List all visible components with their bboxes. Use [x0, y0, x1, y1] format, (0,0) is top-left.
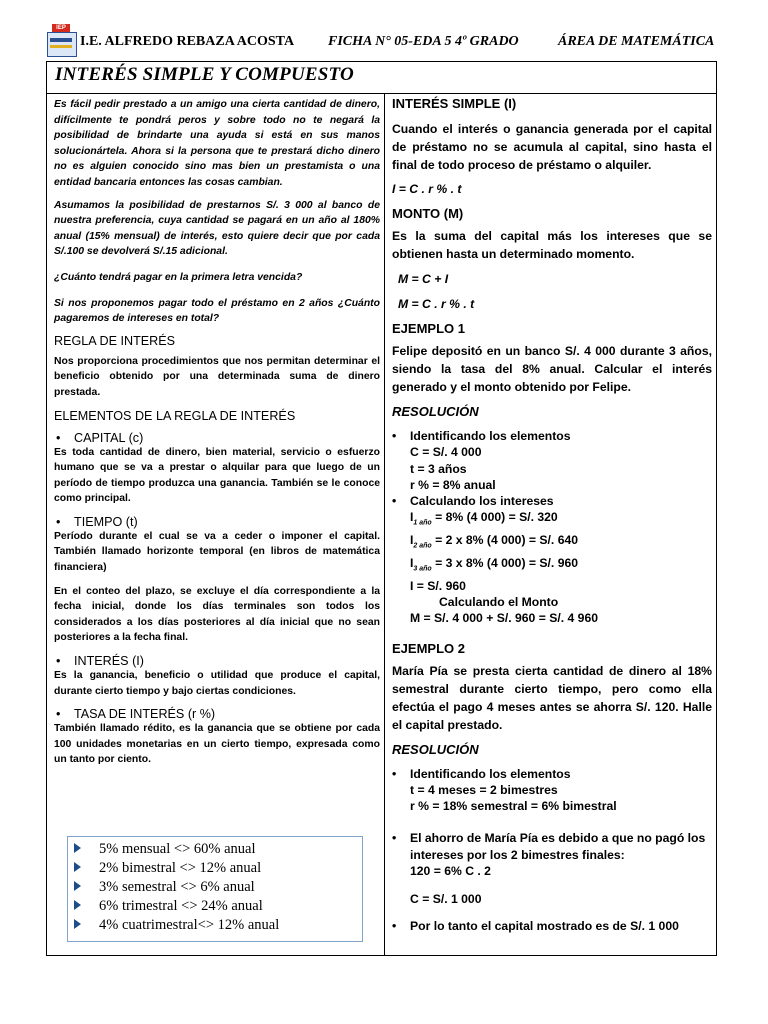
interes-formula: I = C . r % . t	[392, 182, 462, 196]
rate-equivalence-box	[67, 836, 363, 942]
worksheet-frame	[46, 61, 717, 956]
elementos-heading: ELEMENTOS DE LA REGLA DE INTERÉS	[54, 408, 296, 423]
intro-paragraph-2: Asumamos la posibilidad de prestarnos S/. 3 000 al banco de nuestra preferencia, cuya cantidad se pagará en un año al 180% anual (15% mensual) de interés, esto quiere decir que por cada S/.100 se devolverá S/.15 adicional.	[54, 199, 380, 258]
ejemplo-2-text: María Pía se presta cierta cantidad de dinero al 18% semestral durante cierto tiempo, pero como ella efectúa el pago 4 meses antes se ahorra S/. 120. Halle el capital prestado.	[392, 663, 712, 732]
interes-heading: • INTERÉS (I)	[54, 654, 380, 668]
school-name: I.E. ALFREDO REBAZA ACOSTA	[80, 34, 295, 49]
rate-item: 4% cuatrimestral<> 12% anual	[74, 917, 279, 934]
tiempo-text-2: En el conteo del plazo, se excluye el día correspondiente a la fecha inicial, donde los días terminales son todos los considerados a los días posteriores al día inicial que no sean posteriores a la fecha final.	[54, 585, 380, 644]
resolucion-1-heading: RESOLUCIÓN	[392, 404, 479, 419]
ficha-label: FICHA N° 05-EDA 5 4º GRADO	[328, 34, 519, 49]
resolucion-2-heading: RESOLUCIÓN	[392, 741, 479, 757]
left-column	[54, 94, 380, 768]
triangle-bullet-icon	[74, 881, 81, 891]
rate-item: 6% trimestral <> 24% anual	[74, 898, 263, 915]
school-logo	[46, 24, 76, 56]
capital-text: Es toda cantidad de dinero, bien material, servicio o esfuerzo humano que se va a prestar o alquilar para que luego de un período de tiempo produzca una ganancia. También se le conoce como principal.	[54, 446, 380, 505]
tasa-heading: • TASA DE INTERÉS (r %)	[54, 707, 380, 721]
column-divider	[384, 94, 385, 956]
capital-heading: • CAPITAL (c)	[54, 431, 380, 445]
rate-item: 3% semestral <> 6% anual	[74, 879, 255, 896]
page-header	[46, 24, 726, 60]
rate-item: 2% bimestral <> 12% anual	[74, 860, 261, 877]
regla-heading: REGLA DE INTERÉS	[54, 333, 176, 348]
intro-paragraph-1: Es fácil pedir prestado a un amigo una cierta cantidad de dinero, difícilmente te pondrá peros y sobre todo no te negará la posibilidad de brindarte una ayuda si está en sus manos solucionártela. Ahora si la persona que te prestará dicho dinero no es alguien conocido sino mas bien un prestamista o una entidad bancaria entonces las cosas cambian.	[54, 99, 380, 188]
resolucion-2-body: • Identificando los elementos t = 4 meses = 2 bimestres r % = 18% semestral = 6% bimestral • El ahorro de María Pía es debido a que no pagó los intereses por los 2 bimestres finales: 120 = 6% C . 2 C = S/. 1 000 • Por lo tanto el capital mostrado es de S/. 1 000	[392, 766, 712, 934]
triangle-bullet-icon	[74, 843, 81, 853]
regla-text: Nos proporciona procedimientos que nos permitan determinar el beneficio obtenido por una determinada suma de dinero prestada.	[54, 355, 380, 398]
monto-text: Es la suma del capital más los intereses que se obtienen hasta un determinado momento.	[392, 229, 712, 261]
triangle-bullet-icon	[74, 900, 81, 910]
ejemplo-1-heading: EJEMPLO 1	[392, 321, 465, 336]
ejemplo-2-heading: EJEMPLO 2	[392, 640, 465, 656]
monto-heading: MONTO (M)	[392, 206, 464, 221]
question-2: Si nos proponemos pagar todo el préstamo en 2 años ¿Cuánto pagaremos de intereses en total?	[54, 297, 380, 325]
tiempo-text: Período durante el cual se va a ceder o imponer el capital. También llamado horizonte temporal (en libros de matemática financiera)	[54, 530, 380, 574]
triangle-bullet-icon	[74, 919, 81, 929]
monto-formula-1: M = C + I	[398, 272, 449, 286]
right-column	[392, 94, 712, 934]
rate-item: 5% mensual <> 60% anual	[74, 841, 255, 858]
tasa-text: También llamado rédito, es la ganancia que se obtiene por cada 100 unidades monetarias en un cierto tiempo, expresada como un tanto por ciento.	[54, 723, 380, 766]
triangle-bullet-icon	[74, 862, 81, 872]
resolucion-1-body: • Identificando los elementos C = S/. 4 000 t = 3 años r % = 8% anual • Calculando los intereses $I_{1 año} = 8\%$ (4 000) = S/. 320 $I_{2 año} = 2$ x 8% (4 000) = S/. 640 $I_{3 año} = 3$ x 8% (4 000) = S/. 960 I = S/. 960 Calculando el Monto M = S/. 4 000 + S/. 960 = S/. 4 960	[392, 428, 712, 627]
tiempo-heading: • TIEMPO (t)	[54, 515, 380, 529]
logo-text: IEP	[52, 24, 70, 32]
area-label: ÁREA DE MATEMÁTICA	[558, 34, 715, 49]
ejemplo-1-text: Felipe depositó en un banco S/. 4 000 durante 3 años, siendo la tasa del 8% anual. Calcular el interés generado y el monto obtenido por Felipe.	[392, 344, 712, 394]
monto-formula-2: M = C . r % . t	[398, 297, 475, 311]
title-bar	[47, 62, 716, 94]
interes-text: Es la ganancia, beneficio o utilidad que produce el capital, durante cierto tiempo y bajo ciertas condiciones.	[54, 670, 380, 697]
interes-simple-heading: INTERÉS SIMPLE (I)	[392, 96, 517, 111]
interes-simple-text: Cuando el interés o ganancia generada por el capital de préstamo no se acumula al capital, sino hasta el final de todo proceso de préstamo o alquiler.	[392, 122, 712, 172]
page-title: INTERÉS SIMPLE Y COMPUESTO	[55, 64, 354, 85]
question-1: ¿Cuánto tendrá pagar en la primera letra vencida?	[54, 271, 303, 283]
